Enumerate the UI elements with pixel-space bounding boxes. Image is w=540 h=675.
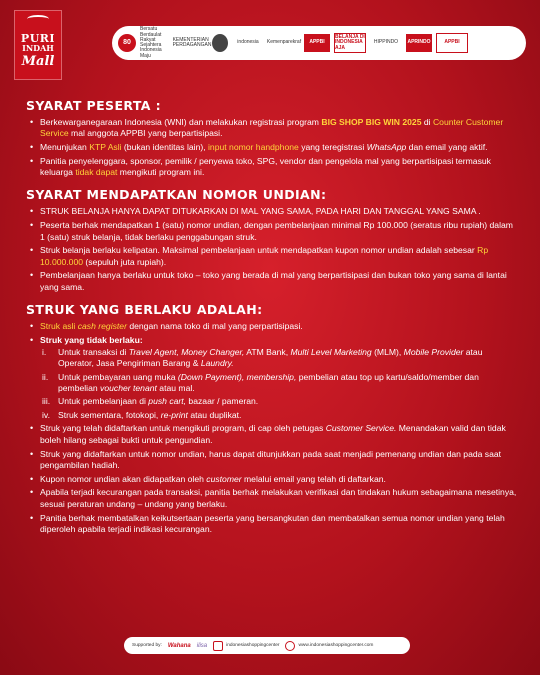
text-run: push cart,	[148, 396, 187, 407]
list-item	[26, 474, 520, 485]
text-run: tidak dapat	[75, 167, 118, 178]
syarat-peserta-list	[26, 117, 520, 178]
globe-icon	[285, 641, 295, 651]
list-item	[26, 487, 520, 510]
list-item	[26, 142, 520, 153]
sub-item-number: iv.	[42, 409, 50, 420]
text-run: (sepuluh juta rupiah).	[83, 256, 167, 267]
section-title-syarat-peserta: SYARAT PESERTA :	[26, 98, 162, 113]
text-run: Struk asli	[40, 321, 78, 332]
text-run: Rp 10.000.000	[40, 245, 489, 267]
sponsor-logo-80: 80	[118, 34, 136, 52]
website-url: www.indonesiashoppingcenter.com	[298, 643, 374, 648]
sub-list-item	[40, 347, 520, 370]
sponsor-logo-wonderful-indonesia: indonesia	[237, 39, 259, 46]
sub-item-number: ii.	[42, 371, 49, 382]
struk-berlaku-list	[26, 321, 520, 535]
list-item	[26, 423, 520, 446]
text-run: ATM Bank,	[244, 347, 291, 358]
not-valid-sublist	[40, 347, 520, 421]
text-run: Struk belanja berlaku kelipatan. Maksimal pembelanjaan untuk mendapatkan kupon nomor undian adalah sebesar	[40, 245, 478, 256]
sponsor-logo-bela: BELANJA DI INDONESIA AJA	[334, 33, 366, 53]
text-run: BIG SHOP BIG WIN 2025	[321, 117, 422, 127]
sponsor-logo-appbi-2: APPBI	[436, 33, 468, 53]
sponsor-logo-kemenparekraf: Kemenparekraf	[266, 39, 302, 46]
sub-list-item	[40, 396, 520, 407]
text-run: atau Operator, Jasa Pengiriman Barang &	[58, 347, 483, 369]
instagram-link[interactable]	[213, 641, 279, 651]
list-item	[26, 449, 520, 472]
text-run: Apabila terjadi kecurangan pada transaksi, panitia berhak melakukan verifikasi dan tindakan hukum sebagaimana mesetinya, sesuai peraturan undang – undang yang berlaku.	[40, 487, 517, 509]
text-run: melalui email yang telah di daftarkan.	[241, 473, 386, 484]
text-run: cash register	[77, 321, 127, 332]
puri-indah-mall-logo	[14, 10, 62, 80]
bird-icon	[27, 15, 49, 23]
text-run: dan email yang aktif.	[406, 142, 488, 153]
text-run: Menunjukan	[40, 142, 90, 153]
text-run: KTP Asli	[89, 142, 122, 153]
text-run: dengan nama toko di mal yang perpartisipasi.	[126, 321, 303, 332]
list-item	[26, 206, 520, 217]
sponsor-logo-aprindo: APRINDO	[406, 34, 432, 52]
text-run: Untuk transaksi di	[58, 347, 129, 358]
list-item	[26, 270, 520, 293]
text-run: Menandakan valid dan tidak boleh hilang sebagai bukti untuk pengundian.	[40, 423, 506, 445]
not-valid-label: Struk yang tidak berlaku:	[40, 334, 143, 345]
sponsor-logo-kemendag: KEMENTERIAN PERDAGANGAN	[172, 36, 212, 48]
text-run: Travel Agent, Money Changer,	[128, 347, 245, 358]
text-run: WhatsApp	[366, 142, 407, 153]
list-item	[26, 245, 520, 268]
website-link[interactable]	[285, 641, 373, 651]
sponsor-logo-bar	[112, 26, 526, 60]
logo-line2: INDAH	[22, 42, 54, 53]
text-run: bazaar / pameran.	[186, 396, 259, 407]
text-run: Panitia berhak membatalkan keikutsertaan peserta yang bersangkutan dan membatalkan semua nomor undian yang telah diperoleh apabila terjadi indikasi kecurangan.	[40, 512, 505, 534]
text-run: Peserta berhak mendapatkan 1 (satu) nomor undian, dengan pembelanjaan minimal Rp 100.000 (seratus ribu rupiah) dalam 1 (satu) struk belanja, tidak berlaku penggabungan struk.	[40, 220, 513, 242]
sub-item-number: i.	[42, 347, 47, 358]
text-run: Counter Customer Service	[40, 117, 504, 139]
text-run: (Down Payment), membership,	[177, 371, 297, 382]
sponsor-logo-hippindo: HIPPINDO	[373, 39, 399, 46]
sub-item-number: iii.	[42, 396, 51, 407]
text-run: Kupon nomor undian akan didapatkan oleh	[40, 473, 207, 484]
list-item	[26, 321, 520, 332]
list-item	[26, 513, 520, 536]
text-run: Multi Level Marketing	[290, 347, 372, 358]
text-run: atau duplikat.	[187, 409, 242, 420]
supported-by-label: Supported by:	[132, 643, 162, 648]
text-run: di	[421, 117, 433, 127]
logo-line1: PURI	[20, 31, 56, 45]
sponsor-brand-logo-1: Wahana	[167, 642, 191, 649]
text-run: STRUK BELANJA HANYA DAPAT DITUKARKAN DI MAL YANG SAMA, PADA HARI DAN TANGGAL YANG SAMA .	[40, 206, 481, 217]
text-run: Berkewarganegaraan Indonesia (WNI) dan melakukan registrasi program	[40, 117, 322, 127]
text-run: Struk sementara, fotokopi,	[58, 409, 161, 420]
text-run: Panitia penyelenggara, sponsor, pemilik / penyewa toko, SPG, vendor dan pengelola mal yang berpartisipasi termasuk keluarga	[40, 155, 491, 178]
logo-line3: Mall	[21, 53, 55, 69]
nomor-undian-list	[26, 206, 520, 293]
text-run: (bukan identitas lain),	[121, 142, 209, 153]
text-run: (MLM),	[371, 347, 404, 358]
section-title-nomor-undian: SYARAT MENDAPATKAN NOMOR UNDIAN:	[26, 187, 327, 203]
text-run: voucher tenant	[100, 383, 157, 394]
footer-bar	[124, 637, 410, 654]
sponsor-logo-tagline: Bersatu Berdaulat Rakyat Sejahtera Indonesia Maju	[140, 26, 162, 59]
sponsor-logo-emblem	[212, 34, 228, 52]
sub-list-item	[40, 410, 520, 421]
text-run: Mobile Provider	[403, 347, 464, 358]
text-run: Struk yang didaftarkan untuk nomor undian, harus dapat ditunjukkan pada saat menjadi pemenang undian dan pada saat pengambilan hadiah.	[40, 448, 502, 470]
instagram-handle: indonesiashoppingcenter	[226, 643, 280, 648]
text-run: pembelian atau top up kartu/saldo/member dan pembelian	[58, 371, 479, 394]
text-run: Pembelanjaan hanya berlaku untuk toko – toko yang berada di mal yang berpartisipasi dan bukan toko yang sama di lantai yang sama.	[40, 270, 507, 292]
text-run: mengikuti program ini.	[117, 167, 205, 178]
instagram-icon	[213, 641, 223, 651]
text-run: Struk yang telah didaftarkan untuk mengikuti program, di cap oleh petugas	[40, 423, 326, 434]
section-title-struk-berlaku: STRUK YANG BERLAKU ADALAH:	[26, 302, 263, 318]
sponsor-logo-appbi-1: APPBI	[304, 34, 330, 52]
text-run: yang teregistrasi	[298, 142, 367, 153]
text-run: Laundry.	[200, 358, 234, 369]
terms-content	[26, 98, 520, 538]
text-run: mal anggota APPBI yang berpartisipasi.	[68, 128, 223, 139]
text-run: input nomor handphone	[208, 142, 299, 153]
text-run: Untuk pembelanjaan di	[58, 396, 149, 407]
list-item	[26, 117, 520, 140]
sponsor-brand-logo-2: ilisa	[196, 642, 208, 649]
text-run: customer	[206, 473, 242, 484]
text-run: Untuk pembayaran uang muka	[58, 371, 178, 382]
text-run: Customer Service.	[325, 423, 397, 434]
list-item	[26, 220, 520, 243]
sub-list-item	[40, 372, 520, 395]
list-item	[26, 335, 520, 421]
text-run: atau mal.	[156, 383, 195, 394]
text-run: re-print	[160, 409, 188, 420]
list-item	[26, 156, 520, 179]
